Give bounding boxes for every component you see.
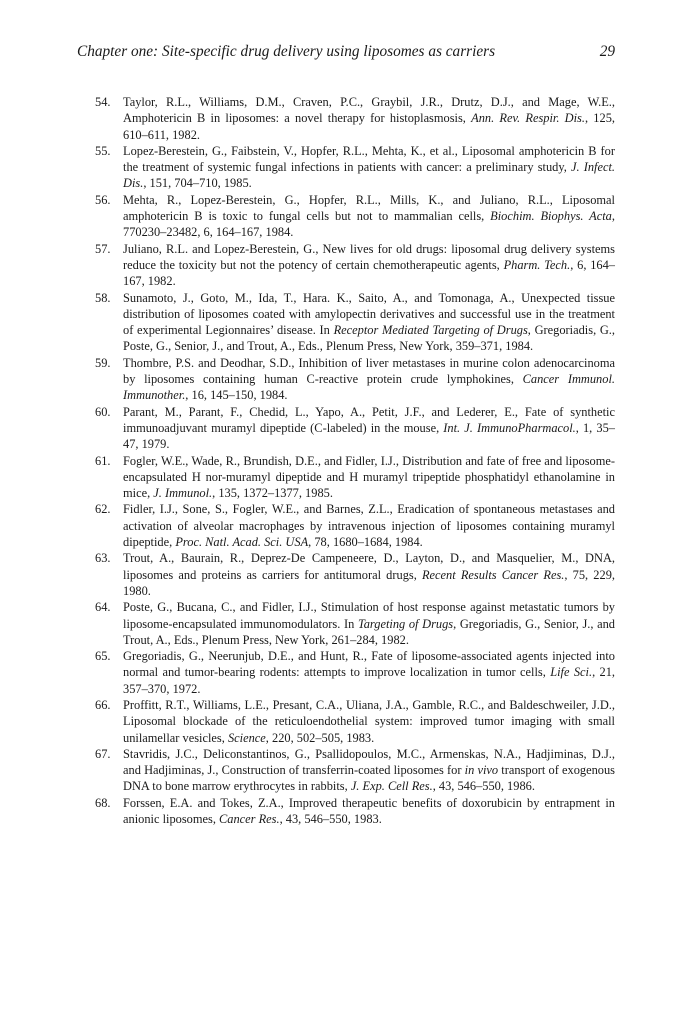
reference-source-title: Cancer Immunol. Immunother. bbox=[123, 372, 615, 403]
reference-number: 68. bbox=[95, 795, 111, 810]
reference-text: Poste, G., Bucana, C., and Fidler, I.J., Stimulation of host response against metastatic tumors by liposome-encapsulated immunomodulators. In bbox=[123, 600, 615, 631]
reference-source-title: Pharm. Tech. bbox=[503, 257, 571, 272]
reference-source-title: Targeting of Drugs bbox=[357, 616, 454, 631]
reference-text: , 43, 546–550, 1983. bbox=[279, 812, 382, 827]
reference-text: Juliano, R.L. and Lopez-Berestein, G., New lives for old drugs: liposomal drug delivery systems reduce the toxicity but not the potency of certain chemotherapeutic agents, bbox=[123, 241, 615, 272]
reference-source-title: J. Exp. Cell Res. bbox=[350, 779, 433, 794]
reference-text: Fidler, I.J., Sone, S., Fogler, W.E., and Barnes, Z.L., Eradication of spontaneous metastases and activation of alveolar macrophages by intravenous injection of liposomes containing muramyl dipeptide, bbox=[123, 502, 615, 550]
reference-text: Gregoriadis, G., Neerunjub, D.E., and Hunt, R., Fate of liposome-associated agents injected into normal and tumor-bearing rodents: attempts to improve localization in tumor cells, bbox=[123, 649, 615, 680]
reference-number: 66. bbox=[95, 697, 111, 712]
reference-source-title: J. Infect. Dis. bbox=[123, 160, 615, 191]
page-number: 29 bbox=[599, 43, 615, 60]
reference-text: , 78, 1680–1684, 1984. bbox=[308, 535, 423, 550]
reference-source-title: Cancer Res. bbox=[219, 812, 280, 827]
reference-entry bbox=[95, 94, 615, 143]
reference-text: Fogler, W.E., Wade, R., Brundish, D.E., and Fidler, I.J., Distribution and fate of free and liposome-encapsulated H nor-muramyl dipeptide and H muramyl tripeptide phosphatidyl ethanolamine in mice, bbox=[123, 453, 615, 501]
reference-entry bbox=[95, 143, 615, 192]
reference-source-title: J. Immunol. bbox=[153, 486, 213, 501]
reference-entry bbox=[95, 241, 615, 290]
reference-list bbox=[95, 94, 615, 827]
reference-text: Parant, M., Parant, F., Chedid, L., Yapo, A., Petit, J.F., and Lederer, E., Fate of synthetic immunoadjuvant muramyl dipeptide (C-labeled) in the mouse, bbox=[123, 404, 615, 435]
reference-entry bbox=[95, 192, 615, 241]
reference-number: 67. bbox=[95, 746, 111, 761]
reference-source-title: Life Sci. bbox=[550, 665, 593, 680]
reference-entry bbox=[95, 746, 615, 795]
reference-entry bbox=[95, 404, 615, 453]
reference-source-title: Biochim. Biophys. Acta bbox=[490, 209, 612, 224]
reference-number: 65. bbox=[95, 649, 111, 664]
reference-text: Lopez-Berestein, G., Faibstein, V., Hopfer, R.L., Mehta, K., et al., Liposomal amphotericin B for the treatment of systemic fungal infections in patients with cancer: a preliminary study, bbox=[123, 143, 615, 175]
reference-text: , 75, 229, 1980. bbox=[123, 567, 615, 598]
reference-number: 63. bbox=[95, 551, 111, 566]
reference-text: Thombre, P.S. and Deodhar, S.D., Inhibition of liver metastases in murine colon adenocarcinoma by liposomes containing human C-reactive protein crude lymphokines, bbox=[123, 355, 615, 387]
reference-number: 61. bbox=[95, 453, 111, 468]
reference-text: , 151, 704–710, 1985. bbox=[143, 176, 252, 191]
reference-source-title: Science bbox=[227, 730, 266, 745]
reference-number: 60. bbox=[95, 404, 111, 419]
reference-entry bbox=[95, 795, 615, 828]
reference-text: Stavridis, J.C., Deliconstantinos, G., Psallidopoulos, M.C., Armenskas, N.A., Hadjiminas, D.J., and Hadjiminas, J., Construction of transferrin-coated liposomes for bbox=[123, 746, 615, 778]
reference-text: , 43, 546–550, 1986. bbox=[432, 779, 535, 794]
reference-entry bbox=[95, 355, 615, 404]
reference-number: 54. bbox=[95, 95, 111, 109]
reference-text: , 21, 357–370, 1972. bbox=[123, 665, 616, 696]
reference-entry bbox=[95, 453, 615, 502]
reference-text: , Gregoriadis, G., Poste, G., Senior, J., and Trout, A., Eds., Plenum Press, New York, 359–371, 1984. bbox=[123, 323, 616, 354]
reference-text: Taylor, R.L., Williams, D.M., Craven, P.C., Graybil, J.R., Drutz, D.J., and Mage, W.E., Amphotericin B in liposomes: a novel therapy for histoplasmosis, bbox=[123, 95, 615, 126]
reference-number: 55. bbox=[95, 143, 111, 158]
reference-number: 62. bbox=[95, 502, 111, 517]
running-header bbox=[77, 43, 615, 65]
reference-source-title: Ann. Rev. Respir. Dis. bbox=[471, 111, 585, 126]
reference-source-title: Int. J. ImmunoPharmacol. bbox=[443, 420, 576, 435]
reference-entry bbox=[95, 648, 615, 697]
reference-text: Sunamoto, J., Goto, M., Ida, T., Hara. K., Saito, A., and Tomonaga, A., Unexpected tissue distribution of liposomes coated with amylopectin derivatives and successful use in the treatment of experimental Legionnaires’ disease. In bbox=[123, 290, 615, 338]
reference-text: Mehta, R., Lopez-Berestein, G., Hopfer, R.L., Mills, K., and Juliano, R.L., Liposomal amphotericin B is toxic to fungal cells but not to mammalian cells, bbox=[123, 192, 615, 224]
running-title: Chapter one: Site-specific drug delivery using liposomes as carriers bbox=[77, 43, 496, 60]
reference-entry bbox=[95, 501, 615, 550]
reference-source-title: in vivo bbox=[464, 763, 499, 778]
reference-text: Proffitt, R.T., Williams, L.E., Presant, C.A., Uliana, J.A., Gamble, R.C., and Baldeschweiler, J.D., Liposomal blockade of the reticuloendothelial system: improved tumor imaging with small unilamellar vesicles, bbox=[123, 697, 615, 745]
reference-text: Forssen, E.A. and Tokes, Z.A., Improved therapeutic benefits of doxorubicin by entrapment in anionic liposomes, bbox=[123, 795, 615, 827]
reference-entry bbox=[95, 697, 615, 746]
reference-number: 64. bbox=[95, 600, 111, 615]
reference-number: 57. bbox=[95, 241, 111, 256]
reference-source-title: Proc. Natl. Acad. Sci. USA bbox=[175, 535, 309, 550]
reference-text: , 1, 35–47, 1979. bbox=[123, 420, 615, 452]
reference-text: Trout, A., Baurain, R., Deprez-De Campeneere, D., Layton, D., and Masquelier, M., DNA, liposomes and proteins as carriers for antitumoral drugs, bbox=[123, 551, 615, 582]
reference-number: 58. bbox=[95, 290, 111, 305]
reference-text: transport of exogenous DNA to bone marrow erythrocytes in rabbits, bbox=[123, 763, 615, 794]
reference-entry bbox=[95, 290, 615, 355]
reference-number: 59. bbox=[95, 355, 111, 370]
reference-text: , 6, 164–167, 1982. bbox=[123, 257, 615, 289]
reference-text: , 770230–23482, 6, 164–167, 1984. bbox=[123, 209, 615, 240]
reference-source-title: Receptor Mediated Targeting of Drugs bbox=[333, 323, 528, 338]
reference-source-title: Recent Results Cancer Res. bbox=[421, 567, 565, 582]
reference-entry bbox=[95, 599, 615, 648]
reference-text: , Gregoriadis, G., Senior, J., and Trout, A., Eds., Plenum Press, New York, 261–284, 1982. bbox=[123, 616, 615, 647]
reference-text: , 125, 610–611, 1982. bbox=[123, 111, 615, 142]
reference-entry bbox=[95, 550, 615, 599]
reference-number: 56. bbox=[95, 192, 111, 207]
reference-text: , 16, 145–150, 1984. bbox=[185, 388, 288, 403]
reference-text: , 135, 1372–1377, 1985. bbox=[212, 486, 333, 501]
reference-text: , 220, 502–505, 1983. bbox=[265, 730, 375, 745]
